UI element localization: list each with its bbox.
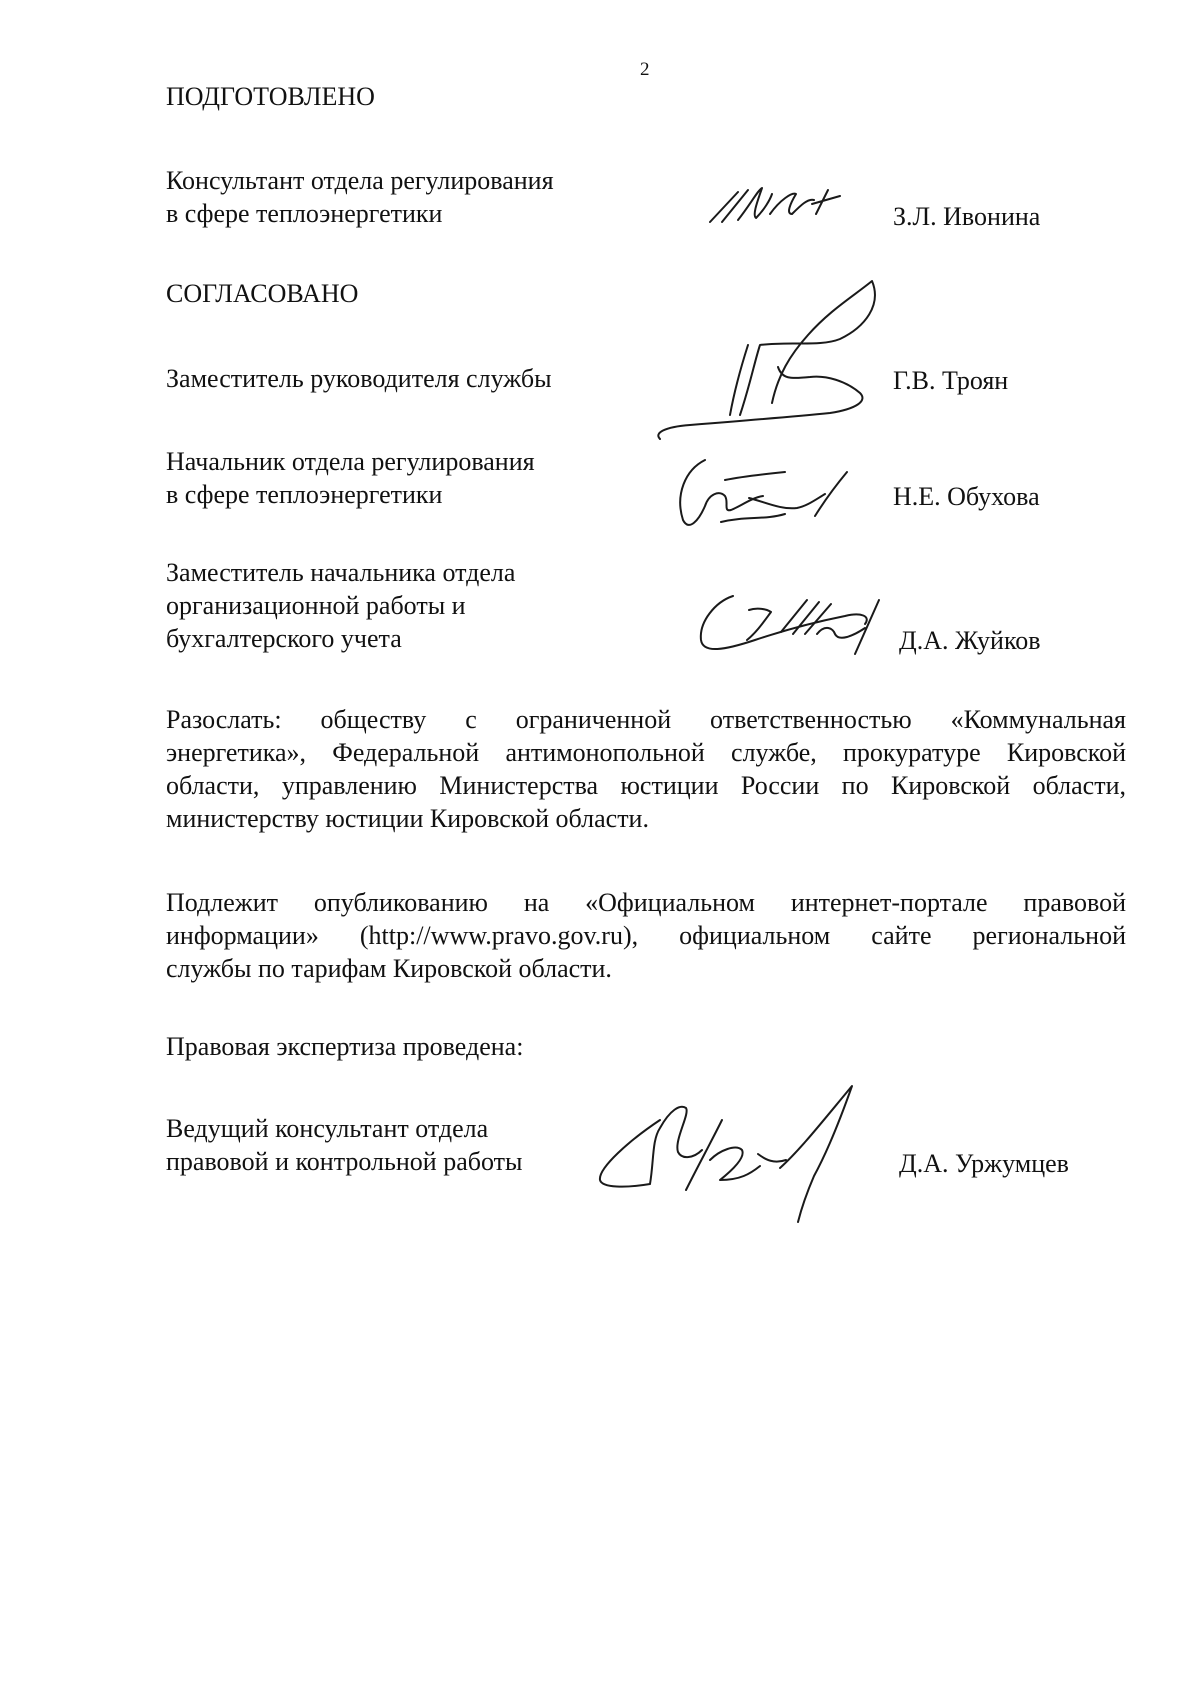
publication-line-2: информации» (http://www.pravo.gov.ru), официальном сайте региональной xyxy=(166,921,1126,950)
publication-line-1: Подлежит опубликованию на «Официальном интернет-портале правовой xyxy=(166,888,1126,917)
signature-obukhova xyxy=(665,450,865,540)
prepared-position-line-1: Консультант отдела регулирования xyxy=(166,166,554,195)
publication-paragraph xyxy=(166,886,1126,985)
signer-1-position-line-1: Заместитель руководителя службы xyxy=(166,364,552,393)
legal-review-position-line-1: Ведущий консультант отдела xyxy=(166,1114,489,1143)
legal-review-heading: Правовая экспертиза проведена: xyxy=(166,1032,524,1061)
distribution-line-2: энергетика», Федеральной антимонопольной службе, прокуратуре Кировской xyxy=(166,738,1126,767)
signer-2-position-line-2: в сфере теплоэнергетики xyxy=(166,480,443,509)
legal-review-position-line-2: правовой и контрольной работы xyxy=(166,1147,523,1176)
prepared-position-line-2: в сфере теплоэнергетики xyxy=(166,199,443,228)
signature-zhuykov xyxy=(685,588,905,663)
distribution-paragraph xyxy=(166,703,1126,835)
distribution-line-4: министерству юстиции Кировской области. xyxy=(166,804,649,833)
signer-1-name: Г.В. Троян xyxy=(893,366,1009,395)
signer-2-name: Н.Е. Обухова xyxy=(893,482,1040,511)
signature-urzhumtsev xyxy=(590,1080,890,1230)
publication-line-3: службы по тарифам Кировской области. xyxy=(166,954,612,983)
distribution-line-3: области, управлению Министерства юстиции России по Кировской области, xyxy=(166,771,1126,800)
signer-3-name: Д.А. Жуйков xyxy=(899,626,1041,655)
signature-troyan xyxy=(650,275,910,475)
signer-3-position-line-2: организационной работы и xyxy=(166,591,466,620)
signature-ivonina xyxy=(700,170,860,240)
page-number: 2 xyxy=(640,59,650,80)
distribution-line-1: Разослать: обществу с ограниченной ответственностью «Коммунальная xyxy=(166,705,1126,734)
agreed-heading: СОГЛАСОВАНО xyxy=(166,279,359,308)
prepared-name: З.Л. Ивонина xyxy=(893,202,1041,231)
signer-2-position-line-1: Начальник отдела регулирования xyxy=(166,447,535,476)
signer-3-position-line-3: бухгалтерского учета xyxy=(166,624,402,653)
signer-3-position-line-1: Заместитель начальника отдела xyxy=(166,558,516,587)
prepared-heading: ПОДГОТОВЛЕНО xyxy=(166,82,375,111)
legal-review-name: Д.А. Уржумцев xyxy=(899,1149,1069,1178)
